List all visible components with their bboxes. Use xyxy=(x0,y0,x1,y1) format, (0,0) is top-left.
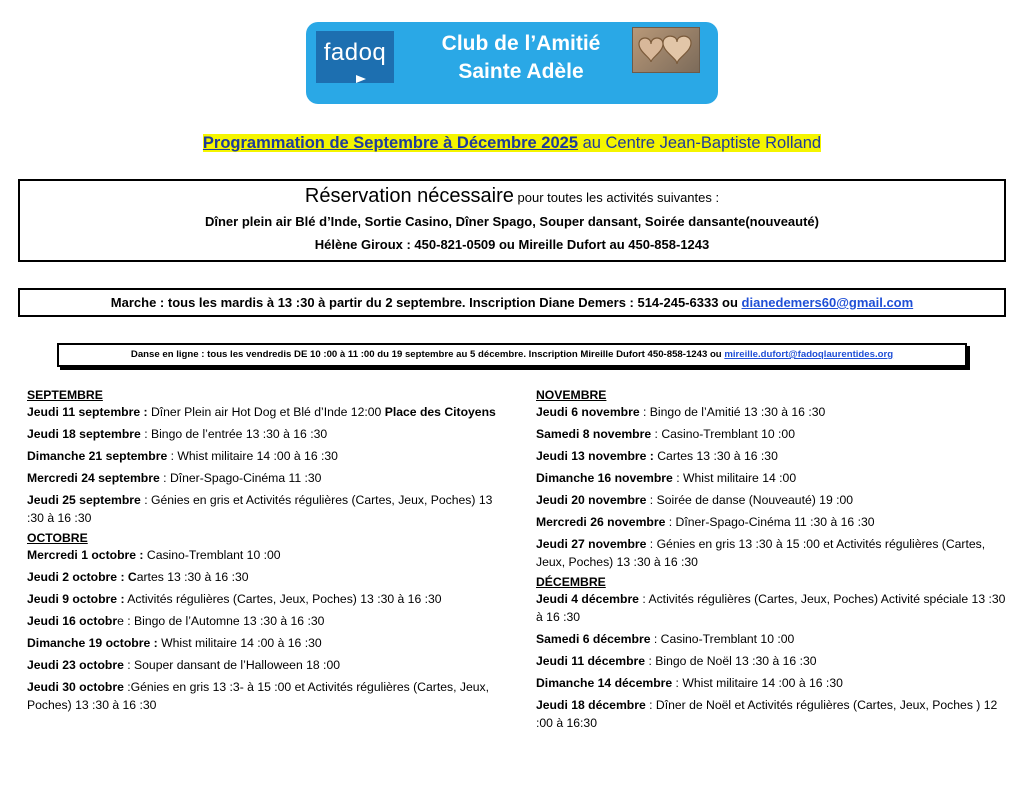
event-item xyxy=(536,425,1006,443)
event-item xyxy=(536,696,1006,732)
event-description: :Génies en gris 13 :3- à 15 :00 et Activités régulières (Cartes, Jeux, Poches) 13 :30 à 16 :30 xyxy=(27,680,489,712)
event-date: Dimanche 21 septembre xyxy=(27,449,168,463)
reservation-heading-line xyxy=(20,185,1004,208)
event-date: Mercredi 1 octobre : xyxy=(27,548,144,562)
marche-text: Marche : tous les mardis à 13 :30 à partir du 2 septembre. Inscription Diane Demers : 514-245-6333 ou xyxy=(110,295,742,310)
event-date: Samedi 8 novembre xyxy=(536,427,652,441)
event-date: Jeudi 2 octobre : C xyxy=(27,570,137,584)
club-title-line2: Sainte Adèle xyxy=(458,60,584,83)
event-item xyxy=(27,568,503,586)
event-item xyxy=(27,546,503,564)
marche-email-link[interactable]: dianedemers60@gmail.com xyxy=(741,295,914,310)
event-date: Jeudi 25 septembre xyxy=(27,493,141,507)
event-item xyxy=(536,469,1006,487)
event-description: : Dîner-Spago-Cinéma 11 :30 xyxy=(159,471,322,485)
club-title xyxy=(406,30,636,86)
event-description: : Casino-Tremblant 10 :00 xyxy=(650,632,795,646)
event-date: Dimanche 19 octobre : xyxy=(27,636,158,650)
event-date: Jeudi 18 septembre xyxy=(27,427,141,441)
club-title-line1: Club de l’Amitié xyxy=(441,32,601,55)
month-heading: NOVEMBRE xyxy=(536,388,607,402)
event-date: Jeudi 11 septembre : xyxy=(27,405,148,419)
event-description: Casino-Tremblant 10 :00 xyxy=(143,548,281,562)
event-description: : Bingo de l’Amitié 13 :30 à 16 :30 xyxy=(639,405,826,419)
event-item xyxy=(536,630,1006,648)
event-description: : Casino-Tremblant 10 :00 xyxy=(651,427,795,441)
event-description: : Whist militaire 14 :00 xyxy=(672,471,797,485)
event-item xyxy=(536,447,1006,465)
event-date: Jeudi 4 décembre xyxy=(536,592,639,606)
event-description: : Bingo de l’entrée 13 :30 à 16 :30 xyxy=(140,427,328,441)
event-description: Activités régulières (Cartes, Jeux, Poches) 13 :30 à 16 :30 xyxy=(124,592,442,606)
reservation-heading: Réservation nécessaire xyxy=(304,185,514,207)
event-description: : Soirée de danse (Nouveauté) 19 :00 xyxy=(646,493,854,507)
event-item xyxy=(536,674,1006,692)
month-heading: SEPTEMBRE xyxy=(27,388,103,402)
event-description: : Dîner de Noël et Activités régulières (Cartes, Jeux, Poches ) 12 :00 à 16:30 xyxy=(536,698,998,730)
reservation-activities: Dîner plein air Blé d’Inde, Sortie Casino, Dîner Spago, Souper dansant, Soirée dansante(nouveauté) xyxy=(204,214,819,229)
event-description: : Dîner-Spago-Cinéma 11 :30 à 16 :30 xyxy=(665,515,875,529)
event-date: Jeudi 20 novembre xyxy=(536,493,647,507)
event-description: Whist militaire 14 :00 à 16 :30 xyxy=(157,636,322,650)
event-description: : Whist militaire 14 :00 à 16 :30 xyxy=(672,676,843,690)
month-heading: OCTOBRE xyxy=(27,531,88,545)
event-description: : Whist militaire 14 :00 à 16 :30 xyxy=(167,449,338,463)
event-item xyxy=(27,469,503,487)
month-heading: DÉCEMBRE xyxy=(536,575,606,589)
event-date: Jeudi 11 décembre xyxy=(536,654,646,668)
event-date: Dimanche 16 novembre xyxy=(536,471,673,485)
event-date: Mercredi 26 novembre xyxy=(536,515,666,529)
event-item xyxy=(27,612,503,630)
event-item xyxy=(27,656,503,674)
logo-swoosh-icon xyxy=(316,75,394,83)
event-item xyxy=(536,513,1006,531)
event-item xyxy=(536,590,1006,626)
event-item xyxy=(27,447,503,465)
reservation-contacts: Hélène Giroux : 450-821-0509 ou Mireille Dufort au 450-858-1243 xyxy=(314,237,710,252)
danse-box xyxy=(57,343,967,367)
event-date: Jeudi 9 octobre : xyxy=(27,592,125,606)
event-description: e : Bingo de l’Automne 13 :30 à 16 :30 xyxy=(117,614,325,628)
danse-email-link[interactable]: mireille.dufort@fadoqlaurentides.org xyxy=(724,349,894,360)
event-date: Jeudi 18 décembre xyxy=(536,698,646,712)
event-item xyxy=(536,652,1006,670)
event-date: Jeudi 6 novembre xyxy=(536,405,640,419)
program-title-rest: au Centre Jean-Baptiste Rolland xyxy=(578,134,822,152)
event-item xyxy=(27,634,503,652)
event-item xyxy=(27,403,503,421)
event-description: artes 13 :30 à 16 :30 xyxy=(136,570,249,584)
event-date: Jeudi 16 octobr xyxy=(27,614,118,628)
event-description: : Génies en gris et Activités régulières (Cartes, Jeux, Poches) 13 :30 à 16 :30 xyxy=(27,493,493,525)
program-title-highlight xyxy=(203,134,821,152)
program-title xyxy=(0,134,1024,153)
event-description: Dîner Plein air Hot Dog et Blé d’Inde 12:00 xyxy=(147,405,385,419)
program-title-bold: Programmation de Septembre à Décembre 2025 xyxy=(202,134,578,152)
event-date: Mercredi 24 septembre xyxy=(27,471,160,485)
event-date: Jeudi 30 octobre xyxy=(27,680,124,694)
marche-box xyxy=(18,288,1006,317)
hearts-image-icon xyxy=(632,27,700,73)
event-date: Dimanche 14 décembre xyxy=(536,676,673,690)
event-description: : Activités régulières (Cartes, Jeux, Poches) Activité spéciale 13 :30 à 16 :30 xyxy=(536,592,1006,624)
event-date: Jeudi 13 novembre : xyxy=(536,449,654,463)
fadoq-logo xyxy=(316,31,394,75)
event-item xyxy=(27,491,503,527)
event-date: Samedi 6 décembre xyxy=(536,632,651,646)
event-date: Jeudi 23 octobre xyxy=(27,658,124,672)
fadoq-logo-text: fadoq xyxy=(323,39,387,66)
event-item xyxy=(27,425,503,443)
event-date: Jeudi 27 novembre xyxy=(536,537,647,551)
event-description: : Souper dansant de l’Halloween 18 :00 xyxy=(123,658,340,672)
event-item xyxy=(536,491,1006,509)
event-item xyxy=(536,535,1006,571)
reservation-heading-rest: pour toutes les activités suivantes : xyxy=(513,190,720,205)
danse-text: Danse en ligne : tous les vendredis DE 10 :00 à 11 :00 du 19 septembre au 5 décembre. Inscription Mireille Dufort 450-858-1243 ou xyxy=(130,349,725,360)
event-item xyxy=(27,590,503,608)
club-banner xyxy=(306,22,718,104)
reservation-box xyxy=(18,179,1006,262)
event-description: : Bingo de Noël 13 :30 à 16 :30 xyxy=(645,654,817,668)
event-item xyxy=(27,678,503,714)
event-description: : Génies en gris 13 :30 à 15 :00 et Activités régulières (Cartes, Jeux, Poches) 13 :30 à 16 :30 xyxy=(536,537,986,569)
left-column xyxy=(27,388,503,718)
event-location: Place des Citoyens xyxy=(384,405,496,419)
event-item xyxy=(536,403,1006,421)
event-description: Cartes 13 :30 à 16 :30 xyxy=(653,449,778,463)
right-column xyxy=(536,388,1006,736)
